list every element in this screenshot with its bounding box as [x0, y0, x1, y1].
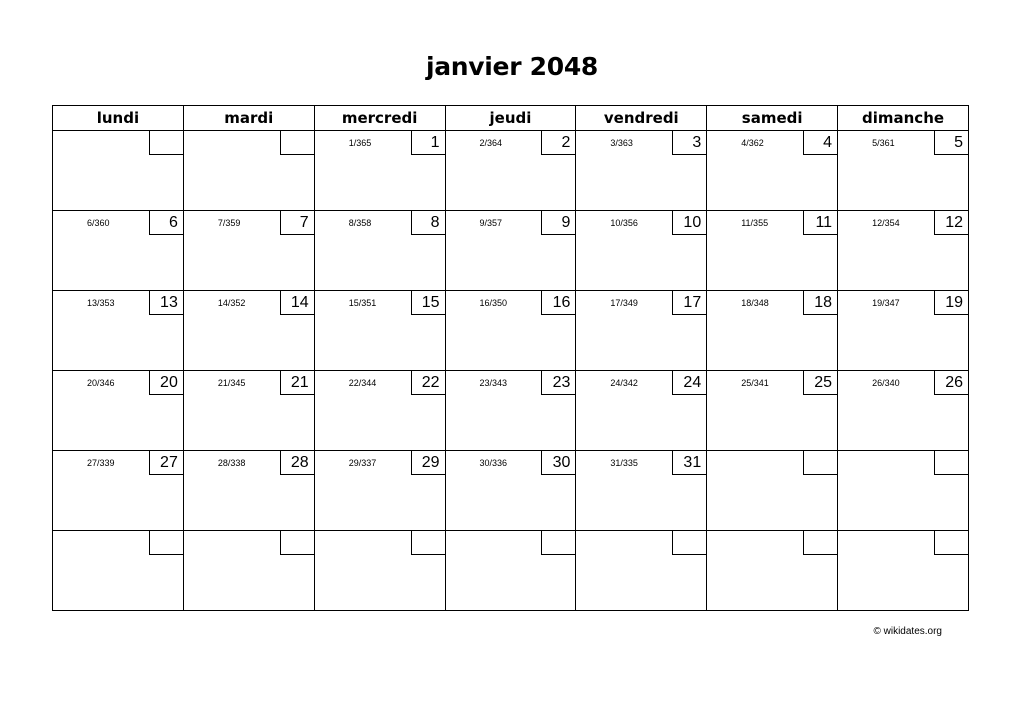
day-number [149, 131, 183, 155]
day-cell [838, 371, 969, 451]
day-cell [576, 531, 707, 611]
day-of-year: 4/362 [741, 138, 764, 148]
day-of-year: 21/345 [217, 378, 246, 388]
week-row [53, 211, 969, 291]
day-of-year: 28/338 [217, 458, 246, 468]
day-number: 15 [411, 291, 445, 315]
day-cell [576, 131, 707, 211]
day-number: 9 [541, 211, 575, 235]
day-number [803, 531, 837, 555]
weekday-header: vendredi [576, 106, 707, 131]
day-number: 10 [672, 211, 706, 235]
day-number: 22 [411, 371, 445, 395]
day-cell [576, 291, 707, 371]
day-of-year: 13/353 [87, 298, 115, 308]
day-number: 8 [411, 211, 445, 235]
day-number [411, 531, 445, 555]
day-of-year: 22/344 [348, 378, 377, 388]
day-number: 25 [803, 371, 837, 395]
weekday-header-row [53, 106, 969, 131]
day-of-year: 14/352 [217, 298, 246, 308]
day-of-year: 9/357 [479, 218, 503, 228]
day-number [149, 531, 183, 555]
day-cell [576, 371, 707, 451]
day-number [672, 531, 706, 555]
week-row [53, 131, 969, 211]
day-of-year: 29/337 [348, 458, 377, 468]
week-row [53, 531, 969, 611]
day-number: 19 [934, 291, 968, 315]
day-cell [183, 371, 314, 451]
week-row [53, 451, 969, 531]
day-number: 14 [280, 291, 314, 315]
day-of-year: 17/349 [610, 298, 638, 308]
week-row [53, 371, 969, 451]
weekday-header: lundi [53, 106, 184, 131]
day-cell [445, 451, 576, 531]
day-number: 26 [934, 371, 968, 395]
day-number [803, 451, 837, 475]
day-number: 30 [541, 451, 575, 475]
day-of-year: 10/356 [610, 218, 638, 228]
day-of-year: 18/348 [741, 298, 769, 308]
day-cell [838, 531, 969, 611]
day-cell [314, 211, 445, 291]
day-number: 7 [280, 211, 314, 235]
day-number: 21 [280, 371, 314, 395]
day-cell [707, 131, 838, 211]
day-of-year: 3/363 [610, 138, 633, 148]
day-cell [314, 371, 445, 451]
day-of-year: 1/365 [348, 138, 372, 148]
day-number: 17 [672, 291, 706, 315]
day-cell [314, 131, 445, 211]
day-number: 11 [803, 211, 837, 235]
day-of-year: 27/339 [87, 458, 115, 468]
day-cell [445, 531, 576, 611]
day-number: 27 [149, 451, 183, 475]
day-cell [53, 211, 184, 291]
day-cell [707, 211, 838, 291]
day-cell [707, 371, 838, 451]
day-of-year: 12/354 [872, 218, 900, 228]
day-number: 12 [934, 211, 968, 235]
day-cell [183, 211, 314, 291]
day-of-year: 11/355 [741, 218, 769, 228]
day-cell [53, 371, 184, 451]
day-of-year: 2/364 [479, 138, 503, 148]
day-number: 6 [149, 211, 183, 235]
day-cell [445, 291, 576, 371]
day-cell [183, 531, 314, 611]
day-cell [53, 451, 184, 531]
day-of-year: 6/360 [87, 218, 110, 228]
day-number: 3 [672, 131, 706, 155]
day-cell [445, 371, 576, 451]
day-cell [314, 531, 445, 611]
calendar-title: janvier 2048 [425, 52, 599, 81]
day-number: 23 [541, 371, 575, 395]
day-number [541, 531, 575, 555]
day-cell [838, 131, 969, 211]
weekday-header: dimanche [838, 106, 969, 131]
day-number: 1 [411, 131, 445, 155]
day-number: 2 [541, 131, 575, 155]
day-of-year: 26/340 [872, 378, 900, 388]
copyright-footer: © wikidates.org [873, 626, 942, 637]
day-of-year: 19/347 [872, 298, 900, 308]
day-cell [707, 451, 838, 531]
weekday-header: jeudi [445, 106, 576, 131]
day-of-year: 25/341 [741, 378, 769, 388]
day-number: 13 [149, 291, 183, 315]
day-number [280, 531, 314, 555]
day-number: 4 [803, 131, 837, 155]
day-of-year: 31/335 [610, 458, 638, 468]
day-of-year: 8/358 [348, 218, 372, 228]
day-cell [314, 451, 445, 531]
day-cell [183, 291, 314, 371]
day-of-year: 20/346 [87, 378, 115, 388]
day-cell [314, 291, 445, 371]
day-of-year: 30/336 [479, 458, 508, 468]
day-of-year: 23/343 [479, 378, 508, 388]
day-number: 5 [934, 131, 968, 155]
day-cell [53, 291, 184, 371]
day-of-year: 15/351 [348, 298, 377, 308]
day-cell [576, 211, 707, 291]
day-of-year: 5/361 [872, 138, 895, 148]
day-number [934, 451, 968, 475]
weekday-header: samedi [707, 106, 838, 131]
week-row [53, 291, 969, 371]
day-cell [838, 211, 969, 291]
day-of-year: 7/359 [217, 218, 241, 228]
weekday-header: mercredi [314, 106, 445, 131]
calendar-grid [52, 105, 969, 611]
day-cell [53, 131, 184, 211]
day-number [934, 531, 968, 555]
day-number: 20 [149, 371, 183, 395]
day-cell [576, 451, 707, 531]
day-number: 18 [803, 291, 837, 315]
weekday-header: mardi [183, 106, 314, 131]
day-number: 28 [280, 451, 314, 475]
day-cell [838, 451, 969, 531]
day-of-year: 24/342 [610, 378, 638, 388]
day-cell [53, 531, 184, 611]
day-cell [183, 131, 314, 211]
day-number: 29 [411, 451, 445, 475]
day-number: 16 [541, 291, 575, 315]
day-cell [707, 531, 838, 611]
day-cell [838, 291, 969, 371]
day-of-year: 16/350 [479, 298, 508, 308]
day-number: 31 [672, 451, 706, 475]
day-number [280, 131, 314, 155]
day-cell [445, 131, 576, 211]
day-cell [445, 211, 576, 291]
day-number: 24 [672, 371, 706, 395]
day-cell [707, 291, 838, 371]
day-cell [183, 451, 314, 531]
